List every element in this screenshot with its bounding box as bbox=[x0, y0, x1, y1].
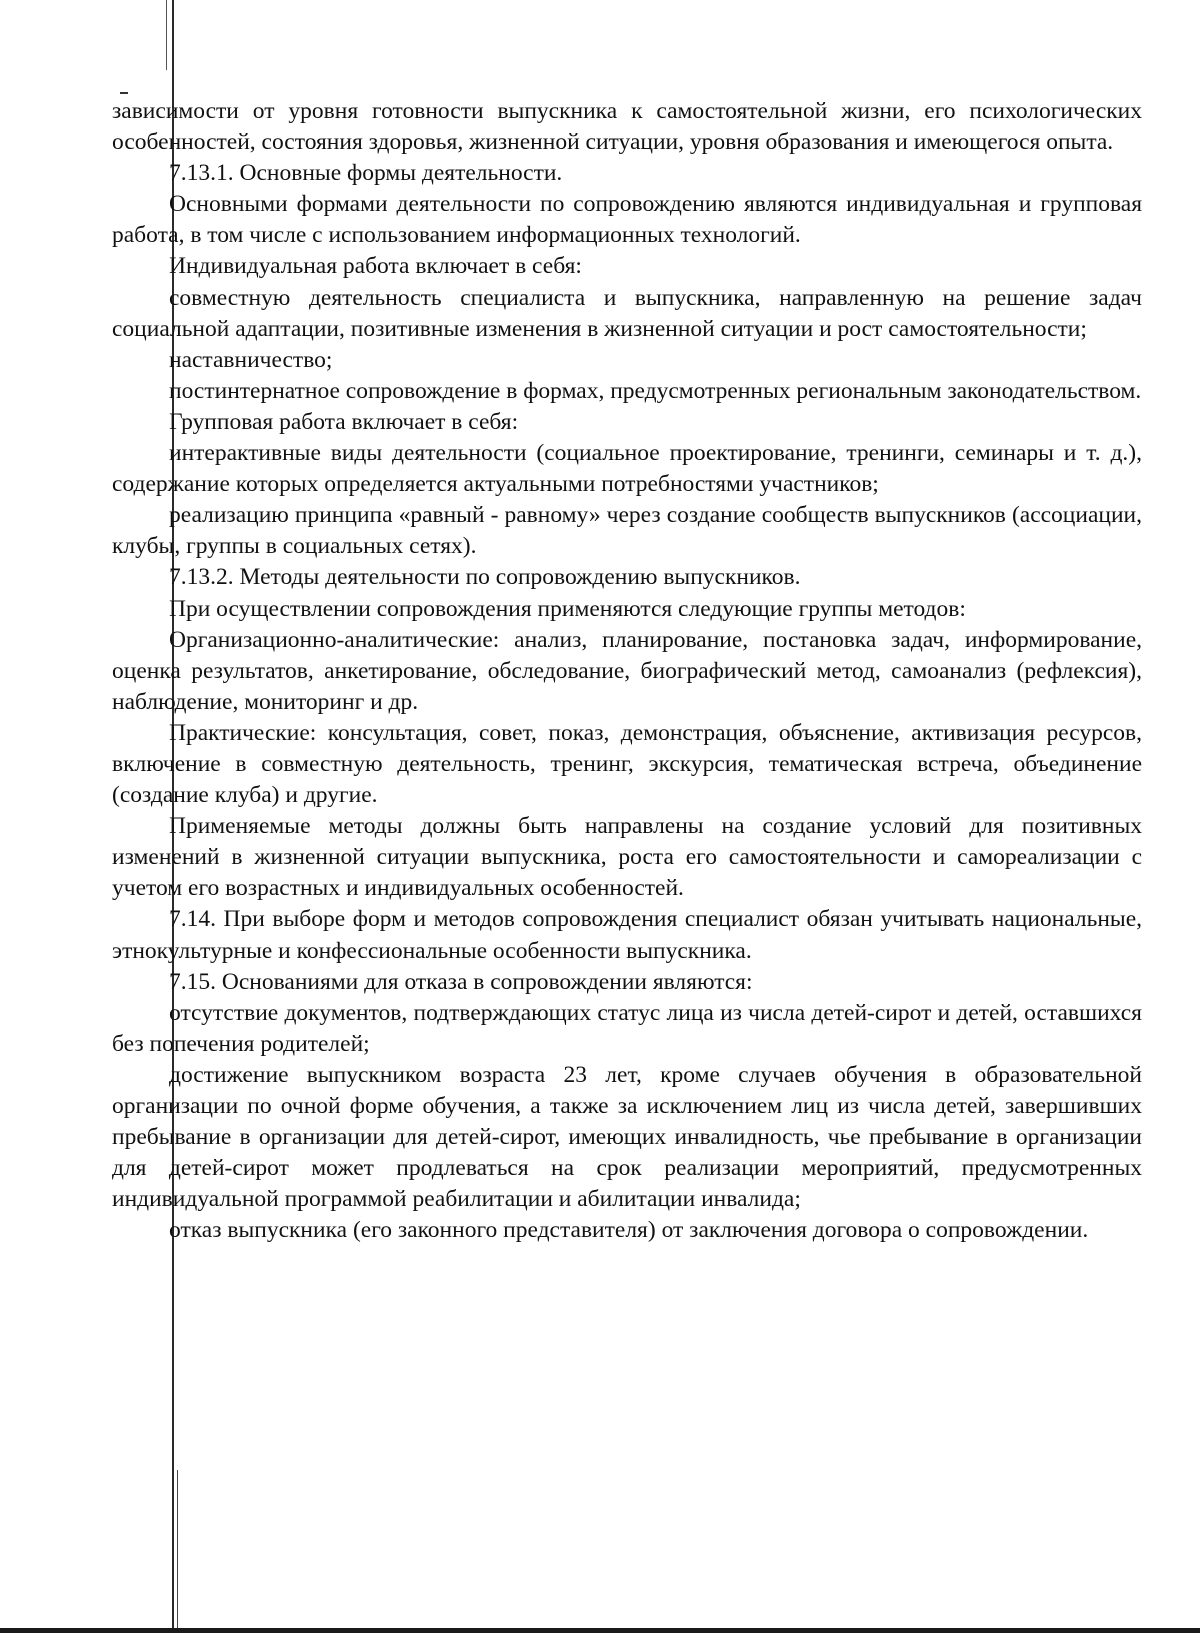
list-item: интерактивные виды деятельности (социальное проектирование, тренинги, семинары и т. д.), содержание которых определяется актуальными потребностями участников; bbox=[112, 440, 1142, 498]
list-item: отсутствие документов, подтверждающих статус лица из числа детей-сирот и детей, оставшихся без попечения родителей; bbox=[112, 999, 1142, 1057]
document-body bbox=[112, 96, 1142, 1246]
section-heading-7-15: 7.15. Основаниями для отказа в сопровождении являются: bbox=[169, 968, 753, 995]
list-item: совместную деятельность специалиста и выпускника, направленную на решение задач социальной адаптации, позитивные изменения в жизненной ситуации и рост самостоятельности; bbox=[112, 284, 1142, 342]
paragraph: Индивидуальная работа включает в себя: bbox=[169, 253, 582, 280]
scan-artifact-line-bottom bbox=[177, 1470, 178, 1633]
scan-artifact-mark bbox=[120, 92, 128, 94]
scan-artifact-line-top bbox=[166, 0, 167, 70]
paragraph-continuation: зависимости от уровня готовности выпускника к самостоятельной жизни, его психологических особенностей, состояния здоровья, жизненной ситуации, уровня образования и имеющегося опыта. bbox=[112, 98, 1142, 156]
section-heading-7-13-1: 7.13.1. Основные формы деятельности. bbox=[169, 160, 563, 187]
paragraph: Организационно-аналитические: анализ, планирование, постановка задач, информирование, оценка результатов, анкетирование, обследование, биографический метод, самоанализ (рефлексия), наблюдение, мониторинг и др. bbox=[112, 626, 1142, 715]
list-item: наставничество; bbox=[169, 346, 333, 373]
paragraph: Практические: консультация, совет, показ, демонстрация, объяснение, активизация ресурсов, включение в совместную деятельность, тренинг, экскурсия, тематическая встреча, объединение (создание клуба) и другие. bbox=[112, 719, 1142, 809]
section-7-14: 7.14. При выборе форм и методов сопровождения специалист обязан учитывать национальные, этнокультурные и конфессиональные особенности выпускника. bbox=[112, 906, 1142, 964]
list-item: отказ выпускника (его законного представителя) от заключения договора о сопровождении. bbox=[169, 1217, 1089, 1244]
section-heading-7-13-2: 7.13.2. Методы деятельности по сопровождению выпускников. bbox=[169, 564, 801, 591]
paragraph: Групповая работа включает в себя: bbox=[169, 408, 519, 435]
paragraph: При осуществлении сопровождения применяются следующие группы методов: bbox=[169, 595, 966, 622]
list-item: достижение выпускником возраста 23 лет, кроме случаев обучения в образовательной организации по очной форме обучения, а также за исключением лиц из числа детей, завершивших пребывание в организации для детей-сирот, имеющих инвалидность, чье пребывание в организации для детей-сирот может продлеваться на срок реализации мероприятий, предусмотренных индивидуальной программой реабилитации и абилитации инвалида; bbox=[112, 1061, 1142, 1213]
list-item: постинтернатное сопровождение в формах, предусмотренных региональным законодательством. bbox=[169, 377, 1142, 404]
scan-artifact-bottom-edge bbox=[0, 1628, 1200, 1633]
paragraph: Основными формами деятельности по сопровождению являются индивидуальная и групповая работа, в том числе с использованием информационных технологий. bbox=[112, 191, 1142, 249]
paragraph: Применяемые методы должны быть направлены на создание условий для позитивных изменений в жизненной ситуации выпускника, роста его самостоятельности и самореализации с учетом его возрастных и индивидуальных особенностей. bbox=[112, 813, 1142, 902]
list-item: реализацию принципа «равный - равному» через создание сообществ выпускников (ассоциации, клубы, группы в социальных сетях). bbox=[112, 502, 1142, 560]
